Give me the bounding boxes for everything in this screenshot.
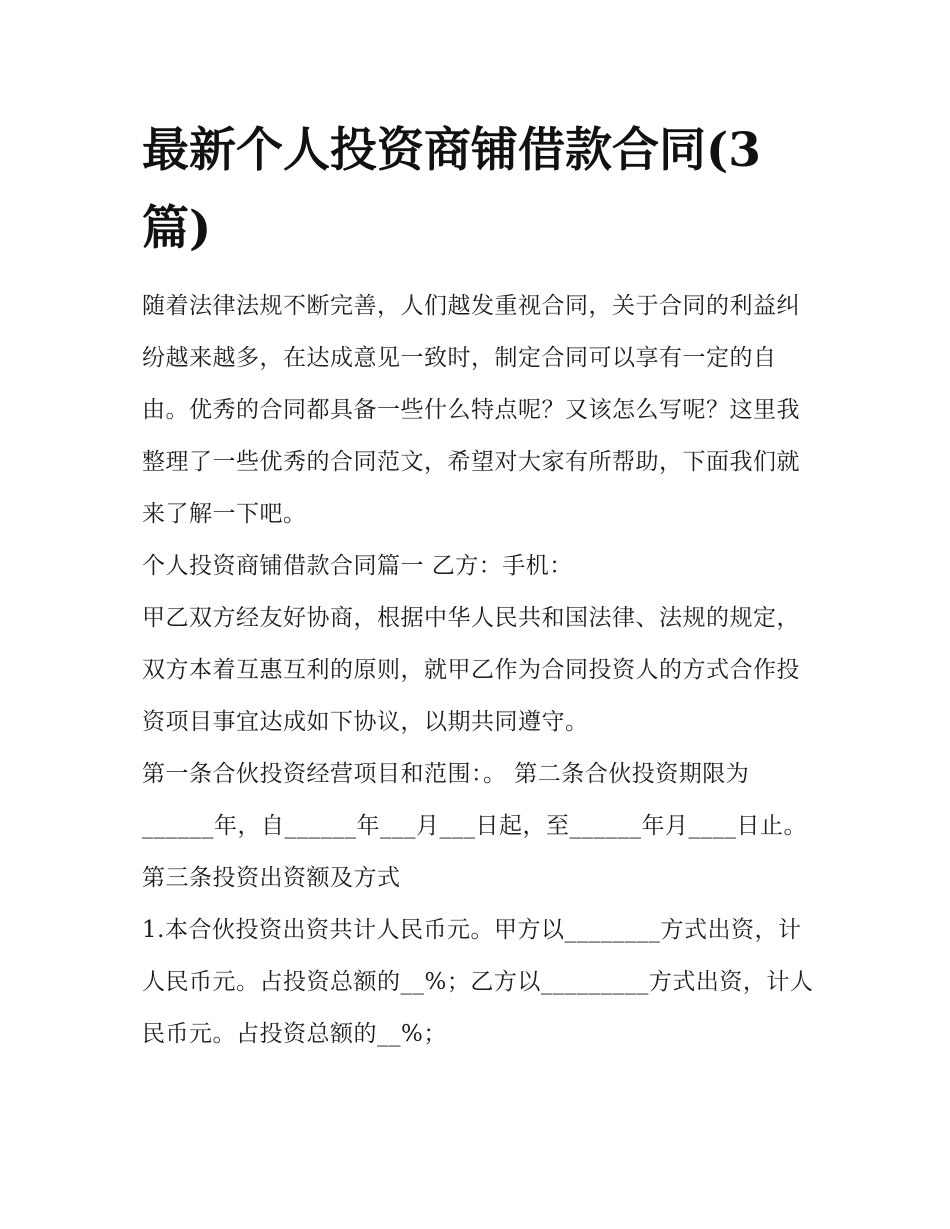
document-title: 最新个人投资商铺借款合同(3篇) [142, 123, 761, 256]
article-three-clause-1: 1.本合伙投资出资共计人民币元。甲方以________方式出资，计人民币元。占投资总额的__%；乙方以_________方式出资，计人民币元。占投资总额的__%； [142, 917, 814, 1047]
contract-heading-line: 个人投资商铺借款合同篇一 乙方：手机： [142, 553, 573, 579]
article-three-heading: 第三条投资出资额及方式 [142, 865, 401, 891]
agreement-paragraph: 甲乙双方经友好协商，根据中华人民共和国法律、法规的规定，双方本着互惠互利的原则，就甲乙作为合同投资人的方式合作投资项目事宜达成如下协议，以期共同遵守。 [142, 605, 800, 735]
document-page [142, 112, 814, 1060]
intro-paragraph: 随着法律法规不断完善，人们越发重视合同，关于合同的利益纠纷越来越多，在达成意见一致时，制定合同可以享有一定的自由。优秀的合同都具备一些什么特点呢？又该怎么写呢？这里我整理了一些优秀的合同范文，希望对大家有所帮助，下面我们就来了解一下吧。 [142, 293, 800, 527]
article-one-two: 第一条合伙投资经营项目和范围：。 第二条合伙投资期限为______年，自______年___月___日起，至______年月____日止。 [142, 761, 807, 839]
